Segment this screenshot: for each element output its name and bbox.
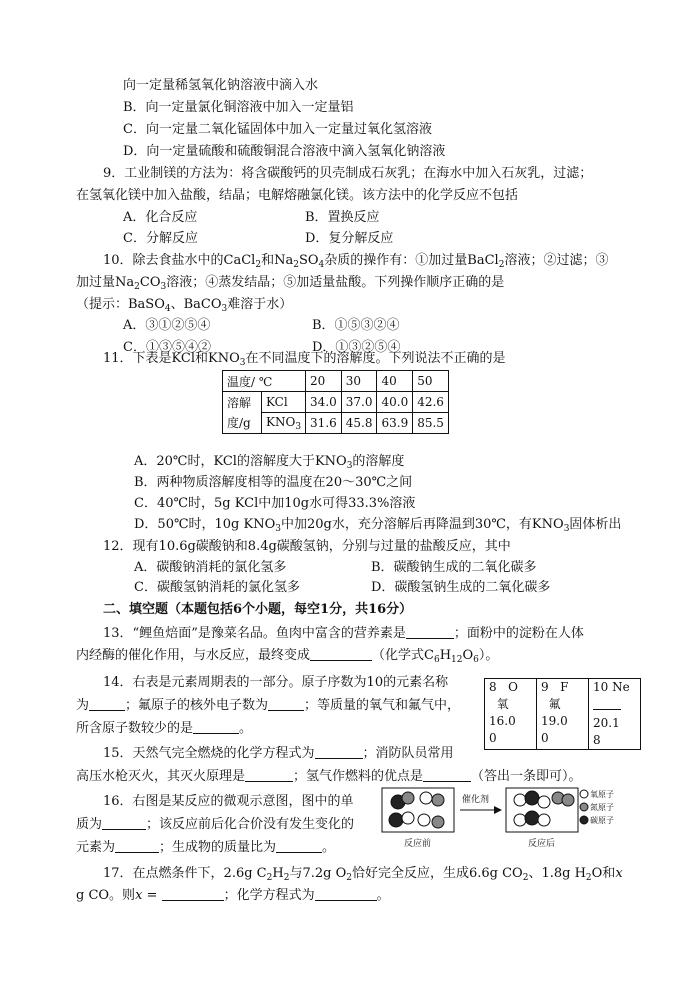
q9-option-a[interactable]: A．化合反应 [123,210,198,225]
element-oxygen: 8 O 氧 16.0 0 [485,679,537,750]
q13-line2: 内经酶的催化作用，与水反应，最终变成 （化学式$C_6H_{12}O_6$）。 [76,648,499,665]
element-neon: 10 Ne 20.1 8 [589,679,641,750]
arrow-head [494,806,502,814]
section-2-heading: 二、填空题（本题包括6个小题，每空1分，共16分） [103,602,413,617]
oxygen-atom [538,796,550,808]
kcl-value: 42.6 [413,392,449,413]
q8-option-c[interactable]: C．向一定量二氧化锰固体中加入一定量过氧化氢溶液 [123,122,432,137]
q15-blank-2[interactable] [245,769,293,782]
q11-stem: 11．下表是KCl和$KNO_3$在不同温度下的溶解度。下列说法不正确的是 [103,351,506,368]
catalyst-label: 催化剂 [462,795,490,805]
oxygen-atom [420,792,432,804]
kno3-value: 45.8 [341,413,377,434]
element-fluorine: 9 F 氟 19.0 0 [537,679,589,750]
legend-oxygen-icon [580,790,588,798]
q8-option-a-tail: 向一定量稀氢氧化钠溶液中滴入水 [123,78,319,93]
periodic-table-fragment [484,678,641,750]
carbon-atom [525,791,539,805]
q10-stem-line2: 加过量$Na_2CO_3$溶液；④蒸发结晶；⑤加适量盐酸。下列操作顺序正确的是 [76,275,505,292]
q17-line2: g CO。则x = ；化学方程式为 。 [76,888,390,903]
kcl-value: 40.0 [377,392,413,413]
q13-blank-2[interactable] [310,648,372,661]
nitrogen-atom [402,792,414,804]
q12-option-a[interactable]: A．碳酸钠消耗的氯化氢多 [134,560,287,575]
q15-line2: 高压水枪灭火，其灭火原理是 ；氢气作燃料的优点是 （答出一条即可）。 [76,769,582,784]
oxygen-atom [402,812,414,824]
solubility-table [222,370,449,434]
q15-line1: 15．天然气完全燃烧的化学方程式为 ；消防队员常用 [103,746,454,761]
q14-line3: 所含原子数较少的是 。 [76,721,253,736]
carbon-atom [525,811,539,825]
q12-stem: 12．现有10.6g碳酸钠和8.4g碳酸氢钠，分别与过量的盐酸反应，其中 [103,539,511,554]
q16-blank-3[interactable] [276,840,322,853]
q9-option-b[interactable]: B．置换反应 [305,210,380,225]
q14-line2: 为 ；氟原子的核外电子数为 ；等质量的氧气和氟气中， [76,698,461,713]
q11-option-d[interactable]: D．50℃时，10g $KNO_3$中加20g水，充分溶解后再降温到30℃，有$KNO_3$固体析出 [134,517,622,534]
q11-option-b[interactable]: B．两种物质溶解度相等的温度在20～30℃之间 [134,475,413,490]
solubility-row-label: 溶解 度/g [223,392,262,434]
q16-line3: 元素为 ；生成物的质量比为 。 [76,840,336,855]
q10-option-b[interactable]: B．①⑤③②④ [312,318,400,333]
q17-blank-1[interactable] [162,888,224,901]
kcl-label: KCl [262,392,306,413]
q10-hint: （提示：BaSO$_4$、BaCO$_3$难溶于水） [76,297,293,314]
q14-blank-3[interactable] [193,721,239,734]
legend-carbon-label: 碳原子 [590,816,614,825]
nitrogen-atom [432,794,444,806]
q9-stem-line2: 在氢氧化镁中加入盐酸，结晶；电解熔融氯化镁。该方法中的化学反应不包括 [76,188,519,203]
kcl-value: 37.0 [341,392,377,413]
q14-blank-2[interactable] [268,698,304,711]
legend-carbon-icon [580,816,588,824]
q12-option-b[interactable]: B．碳酸钠生成的二氧化碳多 [371,560,537,575]
carbon-atom [389,813,403,827]
q12-option-c[interactable]: C．碳酸氢钠消耗的氯化氢多 [134,580,300,595]
q9-option-c[interactable]: C．分解反应 [123,231,198,246]
temp-cell: 20 [306,371,342,392]
q10-option-d[interactable]: D．①③②⑤④ [312,340,401,355]
q17-line1: 17．在点燃条件下，2.6g $C_2H_2$与7.2g $O_2$恰好完全反应，生成6.6g $CO_2$、1.8g $H_2O$和x [103,866,623,883]
temp-cell: 30 [341,371,377,392]
reaction-micro-diagram [378,786,618,850]
q11-option-a[interactable]: A．20℃时，KCl的溶解度大于$KNO_3$的溶解度 [134,454,405,471]
temp-header: 温度/ ℃ [223,371,306,392]
nitrogen-atom [432,816,444,828]
nitrogen-atom [562,794,574,806]
q8-option-b[interactable]: B．向一定量氯化铜溶液中加入一定量铝 [123,100,354,115]
q16-line1: 16．右图是某反应的微观示意图，图中的单 [103,794,354,809]
element-neon-name-blank[interactable] [593,696,621,710]
q17-blank-2[interactable] [315,888,377,901]
q12-option-d[interactable]: D．碳酸氢钠生成的二氧化碳多 [371,580,551,595]
kno3-value: 63.9 [377,413,413,434]
kno3-value: 85.5 [413,413,449,434]
oxygen-atom [538,814,550,826]
q13-blank-1[interactable] [406,626,454,639]
after-label: 反应后 [528,839,556,849]
q13-line1: 13．“鲤鱼焙面”是豫菜名品。鱼肉中富含的营养素是 ；面粉中的淀粉在人体 [103,626,584,641]
q10-option-a[interactable]: A．③①②⑤④ [123,318,211,333]
q9-stem-line1: 9．工业制镁的方法为：将含碳酸钙的贝壳制成石灰乳；在海水中加入石灰乳，过滤； [103,166,593,181]
q16-blank-2[interactable] [115,840,159,853]
legend-nitrogen-icon [580,803,588,811]
legend-oxygen-label: 氧原子 [590,790,614,799]
q14-blank-1[interactable] [89,698,125,711]
oxygen-atom [514,814,526,826]
kno3-value: 31.6 [306,413,342,434]
kno3-label: $KNO_3$ [262,413,306,434]
legend-nitrogen-label: 氮原子 [590,803,614,812]
q8-option-d[interactable]: D．向一定量硫酸和硫酸铜混合溶液中滴入氢氧化钠溶液 [123,144,446,159]
q14-line1: 14．右表是元素周期表的一部分。原子序数为10的元素名称 [103,675,449,690]
q10-option-c[interactable]: C．①③⑤④② [123,340,211,355]
q10-stem-line1: 10．除去食盐水中的CaCl$_2$和$Na_2SO_4$杂质的操作有：①加过量BaCl$_2$溶液；②过滤；③ [103,253,609,270]
q16-blank-1[interactable] [102,817,146,830]
q15-blank-3[interactable] [423,769,471,782]
kcl-value: 34.0 [306,392,342,413]
before-label: 反应前 [404,839,432,849]
q16-line2: 质为 ；该反应前后化合价没有发生变化的 [76,817,355,832]
temp-cell: 40 [377,371,413,392]
oxygen-atom [514,794,526,806]
q11-option-c[interactable]: C．40℃时，5g KCl中加10g水可得33.3%溶液 [134,496,416,511]
q15-blank-1[interactable] [315,746,363,759]
q9-option-d[interactable]: D．复分解反应 [305,231,394,246]
temp-cell: 50 [413,371,449,392]
oxygen-atom [418,814,430,826]
